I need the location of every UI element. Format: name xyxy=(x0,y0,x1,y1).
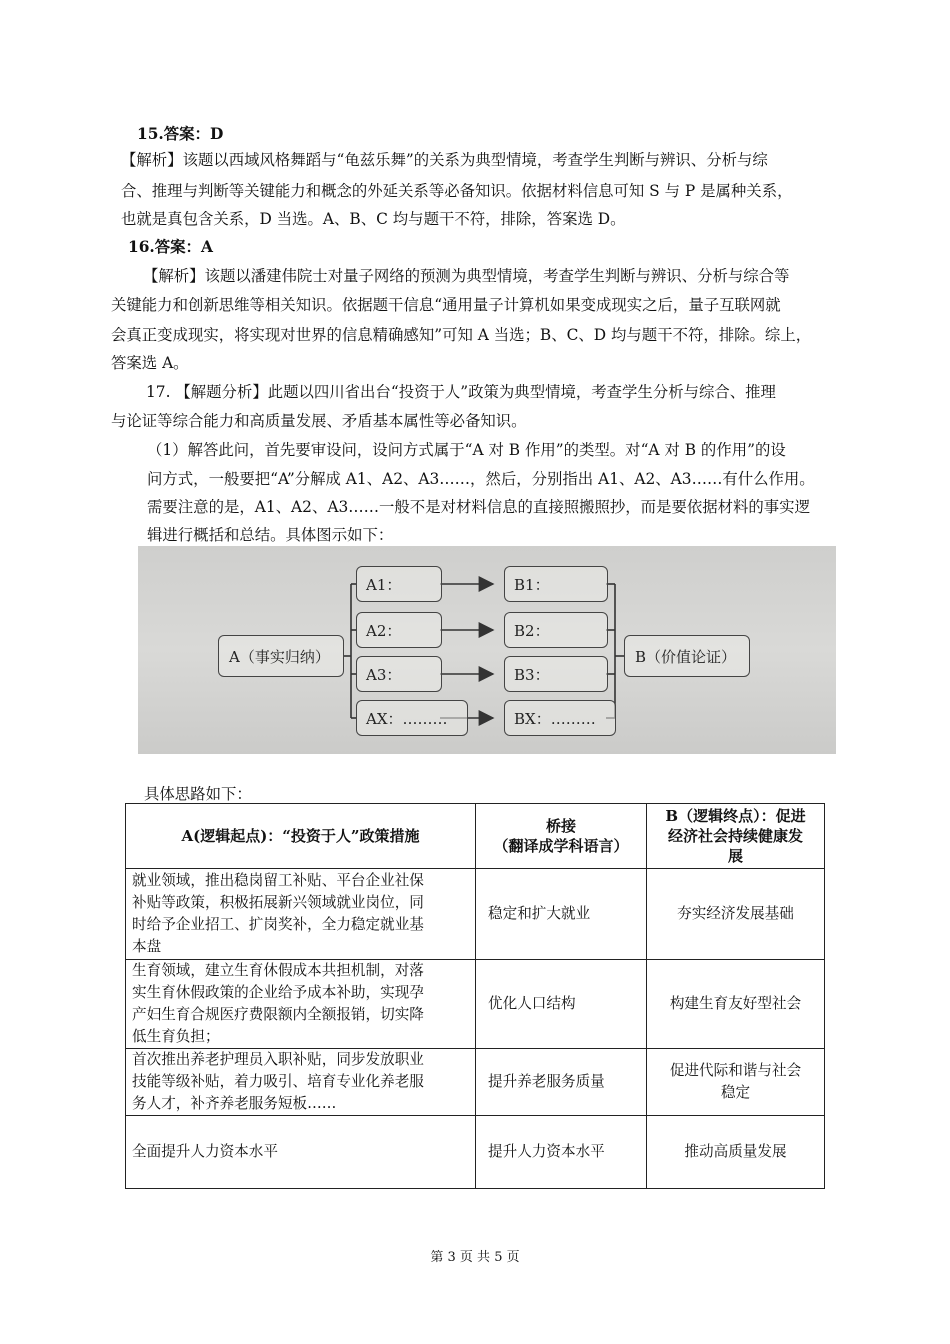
bridge-cell xyxy=(476,869,647,960)
q16-analysis-line-1: 【解析】该题以潘建伟院士对量子网络的预测为典型情境，考查学生判断与辨识、分析与综合等 xyxy=(143,267,790,285)
bridge-cell xyxy=(476,1049,647,1116)
table-caption: 具体思路如下： xyxy=(144,785,252,803)
measure-text: 就业领域，推出稳岗留工补贴、平台企业社保 补贴等政策，积极拓展新兴领域就业岗位，同 时给予企业招工、扩岗奖补，全力稳定就业基 本盘 xyxy=(132,872,424,955)
measure-cell xyxy=(126,869,476,960)
table-row xyxy=(126,869,825,960)
endpoint-text: 推动高质量发展 xyxy=(684,1143,787,1160)
endpoint-cell xyxy=(647,1049,825,1116)
measure-cell xyxy=(126,960,476,1049)
logic-diagram xyxy=(138,546,836,754)
header-logic-start xyxy=(126,804,476,869)
bridge-text: 优化人口结构 xyxy=(488,995,576,1012)
q17-line-4: 问方式，一般要把“A”分解成 A1、A2、A3……，然后，分别指出 A1、A2、A3……有什么作用。 xyxy=(147,470,815,488)
header-bridge-text: 桥接 （翻译成学科语言） xyxy=(493,817,629,855)
q17-line-1: 17. 【解题分析】此题以四川省出台“投资于人”政策为典型情境，考查学生分析与综合、推理 xyxy=(146,383,776,401)
q15-analysis-line-3: 也就是真包含关系，D 当选。A、B、C 均与题干不符，排除，答案选 D。 xyxy=(121,210,626,228)
a3-box: A3： xyxy=(356,656,442,692)
q17-line-5: 需要注意的是，A1、A2、A3……一般不是对材料信息的直接照搬照抄，而是要依据材料的事实逻 xyxy=(147,498,810,516)
header-logic-end-text: B（逻辑终点）：促进 经济社会持续健康发 展 xyxy=(665,807,806,865)
q17-line-6: 辑进行概括和总结。具体图示如下： xyxy=(147,526,394,544)
q15-analysis-line-1: 【解析】该题以西域风格舞蹈与“龟兹乐舞”的关系为典型情境，考查学生判断与辨识、分析与综 xyxy=(121,151,768,169)
endpoint-text: 促进代际和谐与社会 稳定 xyxy=(669,1062,802,1101)
ax-box: AX：……… xyxy=(356,700,468,736)
measure-text: 生育领域，建立生育休假成本共担机制，对落 实生育休假政策的企业给予成本补助，实现孕 产妇生育合规医疗费限额内全额报销，切实降 低生育负担； xyxy=(132,962,424,1045)
measure-cell xyxy=(126,1116,476,1189)
table-header-row xyxy=(126,804,825,869)
b3-box: B3： xyxy=(504,656,608,692)
b1-box: B1： xyxy=(504,566,608,602)
table-row xyxy=(126,960,825,1049)
q16-analysis-line-2: 关键能力和创新思维等相关知识。依据题干信息“通用量子计算机如果变成现实之后，量子互联网就 xyxy=(111,296,781,314)
fact-summary-box: A（事实归纳） xyxy=(218,635,344,677)
b2-box: B2： xyxy=(504,612,608,648)
value-argument-box: B（价值论证） xyxy=(624,635,750,677)
bridge-cell xyxy=(476,960,647,1049)
table-row xyxy=(126,1049,825,1116)
header-logic-end xyxy=(647,804,825,869)
endpoint-cell xyxy=(647,1116,825,1189)
bridge-cell xyxy=(476,1116,647,1189)
q17-line-3: （1）解答此问，首先要审设问，设问方式属于“A 对 B 作用”的类型。对“A 对 B 的作用”的设 xyxy=(147,441,786,459)
header-logic-start-text: A(逻辑起点)：“投资于人”政策措施 xyxy=(181,827,420,845)
table-row xyxy=(126,1116,825,1189)
endpoint-text: 构建生育友好型社会 xyxy=(669,995,802,1012)
bridge-text: 稳定和扩大就业 xyxy=(488,905,591,922)
bridge-text: 提升人力资本水平 xyxy=(488,1143,605,1160)
q16-analysis-line-3: 会真正变成现实，将实现对世界的信息精确感知”可知 A 当选；B、C、D 均与题干不符，排除。综上， xyxy=(111,326,812,344)
page-footer: 第 3 页 共 5 页 xyxy=(430,1250,520,1265)
header-bridge xyxy=(476,804,647,869)
q16-answer: 16.答案：A xyxy=(128,238,213,256)
q15-answer: 15.答案：D xyxy=(137,125,224,143)
policy-table xyxy=(125,803,825,1189)
q17-line-2: 与论证等综合能力和高质量发展、矛盾基本属性等必备知识。 xyxy=(111,412,527,430)
endpoint-cell xyxy=(647,869,825,960)
endpoint-text: 夯实经济发展基础 xyxy=(677,905,794,922)
endpoint-cell xyxy=(647,960,825,1049)
measure-text: 首次推出养老护理员入职补贴，同步发放职业 技能等级补贴，着力吸引、培育专业化养老服 务人才，补齐养老服务短板…… xyxy=(132,1051,424,1112)
bridge-text: 提升养老服务质量 xyxy=(488,1073,605,1090)
a2-box: A2： xyxy=(356,612,442,648)
bx-box: BX：……… xyxy=(504,700,616,736)
measure-text: 全面提升人力资本水平 xyxy=(132,1143,278,1160)
a1-box: A1： xyxy=(356,566,442,602)
q16-analysis-line-4: 答案选 A。 xyxy=(111,354,189,372)
measure-cell xyxy=(126,1049,476,1116)
q15-analysis-line-2: 合、推理与判断等关键能力和概念的外延关系等必备知识。依据材料信息可知 S 与 P 是属种关系， xyxy=(121,182,793,200)
